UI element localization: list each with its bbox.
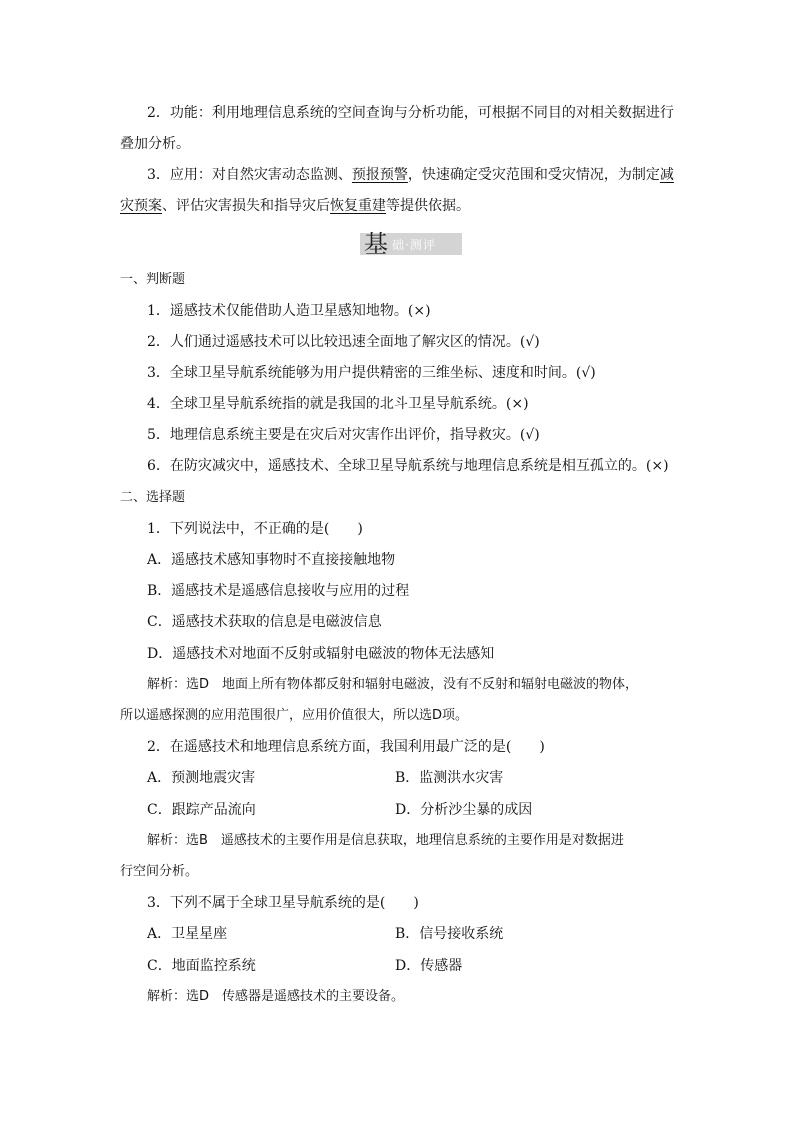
judgement-item: 1．遥感技术仅能借助人造卫星感知地物。(×) (147, 303, 431, 319)
explanation-line: 解析：选D 传感器是遥感技术的主要设备。 (147, 989, 405, 1004)
question-option: A．卫星星座 (147, 926, 228, 942)
question-option: C．地面监控系统 (147, 958, 256, 974)
question-option: B．监测洪水灾害 (395, 770, 504, 786)
question-stem: 1．下列说法中，不正确的是( ) (147, 521, 363, 537)
question-option: A．遥感技术感知事物时不直接接触地物 (147, 552, 396, 568)
intro-line-1: 2．功能：利用地理信息系统的空间查询与分析功能，可根据不同目的对相关数据进行 (147, 105, 674, 121)
intro-line-4 (120, 197, 470, 215)
intro-line-4-mid: 、评估灾害损失和指导灾后 (162, 198, 330, 214)
question-option: C．跟踪产品流向 (147, 802, 256, 818)
question-option: B．信号接收系统 (395, 926, 504, 942)
underlined-term: 灾预案 (120, 198, 162, 214)
intro-line-4-post: 等提供依据。 (386, 198, 470, 214)
judgement-item: 3．全球卫星导航系统能够为用户提供精密的三维坐标、速度和时间。(√) (147, 365, 596, 381)
intro-line-3 (147, 166, 674, 184)
explanation-line: 解析：选D 地面上所有物体都反射和辐射电磁波，没有不反射和辐射电磁波的物体， (147, 677, 639, 692)
judgement-item: 4．全球卫星导航系统指的就是我国的北斗卫星导航系统。(×) (147, 396, 529, 412)
section-title-judgement: 一、判断题 (120, 272, 186, 287)
intro-line-3-pre: 3．应用：对自然灾害动态监测、 (147, 167, 352, 183)
question-option: D．分析沙尘暴的成因 (395, 802, 533, 818)
underlined-term: 预报预警 (351, 167, 408, 183)
banner-big-char: 基 (364, 230, 388, 258)
explanation-line: 行空间分析。 (120, 864, 199, 879)
judgement-item: 5．地理信息系统主要是在灾后对灾害作出评价，指导救灾。(√) (147, 427, 540, 443)
explanation-line: 解析：选B 遥感技术的主要作用是信息获取，地理信息系统的主要作用是对数据进 (147, 833, 624, 848)
question-option: C．遥感技术获取的信息是电磁波信息 (147, 614, 382, 630)
section-banner (360, 230, 462, 258)
banner-small-text: 础·测评 (392, 237, 436, 252)
intro-line-2: 叠加分析。 (120, 136, 190, 152)
question-option: B．遥感技术是遥感信息接收与应用的过程 (147, 583, 410, 599)
question-option: D．传感器 (395, 958, 463, 974)
intro-line-3-mid: ，快速确定受灾范围和受灾情况，为制定 (407, 167, 660, 183)
explanation-line: 所以遥感探测的应用范围很广，应用价值很大，所以选D项。 (120, 708, 469, 723)
question-stem: 3．下列不属于全球卫星导航系统的是( ) (147, 895, 419, 911)
underlined-term: 恢复重建 (330, 198, 386, 214)
section-title-choice: 二、选择题 (120, 490, 186, 505)
question-option: D．遥感技术对地面不反射或辐射电磁波的物体无法感知 (147, 646, 495, 662)
underlined-term: 减 (659, 167, 674, 183)
question-stem: 2．在遥感技术和地理信息系统方面，我国利用最广泛的是( ) (147, 739, 545, 755)
question-option: A．预测地震灾害 (147, 770, 256, 786)
judgement-item: 6．在防灾减灾中，遥感技术、全球卫星导航系统与地理信息系统是相互孤立的。(×) (147, 458, 669, 474)
judgement-item: 2．人们通过遥感技术可以比较迅速全面地了解灾区的情况。(√) (147, 334, 540, 350)
